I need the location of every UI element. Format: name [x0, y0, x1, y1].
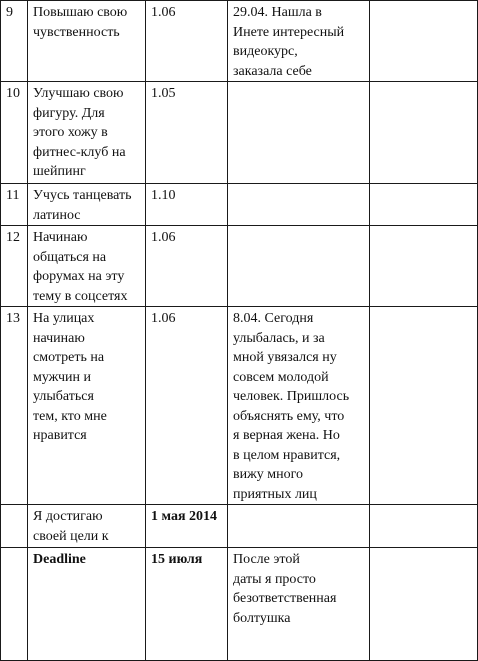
- table-row: [1, 82, 478, 184]
- deadline-note-line: После этой: [233, 552, 300, 567]
- deadline-note-line: болтушка: [233, 610, 291, 626]
- table-row: [1, 184, 478, 226]
- empty-cell: [370, 548, 478, 661]
- goal-line: смотреть на: [33, 350, 105, 365]
- note-cell: [228, 307, 370, 505]
- summary-line: Я достигаю: [33, 509, 103, 524]
- note-line: Инете интересный: [233, 24, 345, 40]
- goal-line: нравится: [33, 428, 87, 443]
- note-line: в целом нравится,: [233, 447, 341, 463]
- row-number: 10: [1, 82, 28, 184]
- row-number: 13: [1, 307, 28, 505]
- row-number: 9: [1, 1, 28, 82]
- goal-summary-date: 1 мая 2014: [146, 505, 228, 548]
- goal-line: латинос: [33, 207, 81, 223]
- note-cell: [228, 226, 370, 307]
- date-cell: 1.06: [146, 226, 228, 307]
- empty-cell: [1, 548, 28, 661]
- note-line: совсем молодой: [233, 369, 329, 385]
- deadline-row: [1, 548, 478, 661]
- date-cell: 1.06: [146, 1, 228, 82]
- note-line: объяснять ему, что: [233, 408, 345, 424]
- date-cell: 1.10: [146, 184, 228, 226]
- note-line: я верная жена. Но: [233, 428, 340, 443]
- note-cell: [228, 1, 370, 82]
- goal-cell: [28, 226, 146, 307]
- goal-line: Улучшаю свою: [33, 86, 124, 101]
- goal-line: улыбаться: [33, 389, 94, 404]
- note-line: 29.04. Нашла в: [233, 5, 322, 20]
- note-line: мной увязался ну: [233, 350, 337, 365]
- note-line: улыбалась, и за: [233, 330, 325, 346]
- deadline-note: [228, 548, 370, 661]
- summary-line: своей цели к: [33, 528, 109, 544]
- goal-line: фитнес-клуб на: [33, 144, 126, 160]
- empty-cell: [370, 1, 478, 82]
- goal-line: чувственность: [33, 24, 120, 40]
- goal-summary-label: [28, 505, 146, 548]
- deadline-note-line: безответственная: [233, 591, 337, 606]
- date-cell: 1.06: [146, 307, 228, 505]
- goal-line: На улицах: [33, 311, 95, 326]
- goal-line: фигуру. Для: [33, 105, 105, 121]
- goal-line: тем, кто мне: [33, 408, 107, 424]
- empty-cell: [370, 82, 478, 184]
- goal-cell: [28, 184, 146, 226]
- date-cell: 1.05: [146, 82, 228, 184]
- empty-cell: [370, 226, 478, 307]
- empty-cell: [370, 184, 478, 226]
- note-line: человек. Пришлось: [233, 389, 350, 404]
- goal-line: мужчин и: [33, 369, 92, 385]
- deadline-note-line: даты я просто: [233, 571, 316, 587]
- note-line: вижу много: [233, 467, 304, 482]
- goal-line: этого хожу в: [33, 125, 108, 140]
- row-number: 12: [1, 226, 28, 307]
- note-line: видеокурс,: [233, 44, 298, 59]
- goal-cell: [28, 82, 146, 184]
- goal-line: начинаю: [33, 330, 85, 346]
- note-cell: [228, 184, 370, 226]
- goal-line: Учусь танцевать: [33, 188, 132, 203]
- empty-cell: [1, 505, 28, 548]
- row-number: 11: [1, 184, 28, 226]
- goal-line: общаться на: [33, 249, 107, 265]
- table-row: [1, 1, 478, 82]
- empty-cell: [228, 505, 370, 548]
- goal-line: шейпинг: [33, 164, 86, 179]
- goal-line: Начинаю: [33, 230, 88, 245]
- note-line: 8.04. Сегодня: [233, 311, 314, 326]
- table-row: [1, 226, 478, 307]
- deadline-date: 15 июля: [146, 548, 228, 661]
- note-cell: [228, 82, 370, 184]
- note-line: приятных лиц: [233, 486, 317, 502]
- note-line: заказала себе: [233, 63, 312, 79]
- empty-cell: [370, 505, 478, 548]
- table-row: [1, 307, 478, 505]
- empty-cell: [370, 307, 478, 505]
- goal-cell: [28, 307, 146, 505]
- goal-cell: [28, 1, 146, 82]
- goal-line: Повышаю свою: [33, 5, 128, 20]
- deadline-label: Deadline: [28, 548, 146, 661]
- goal-summary-row: [1, 505, 478, 548]
- goal-line: форумах на эту: [33, 269, 125, 284]
- goal-line: тему в соцсетях: [33, 288, 128, 304]
